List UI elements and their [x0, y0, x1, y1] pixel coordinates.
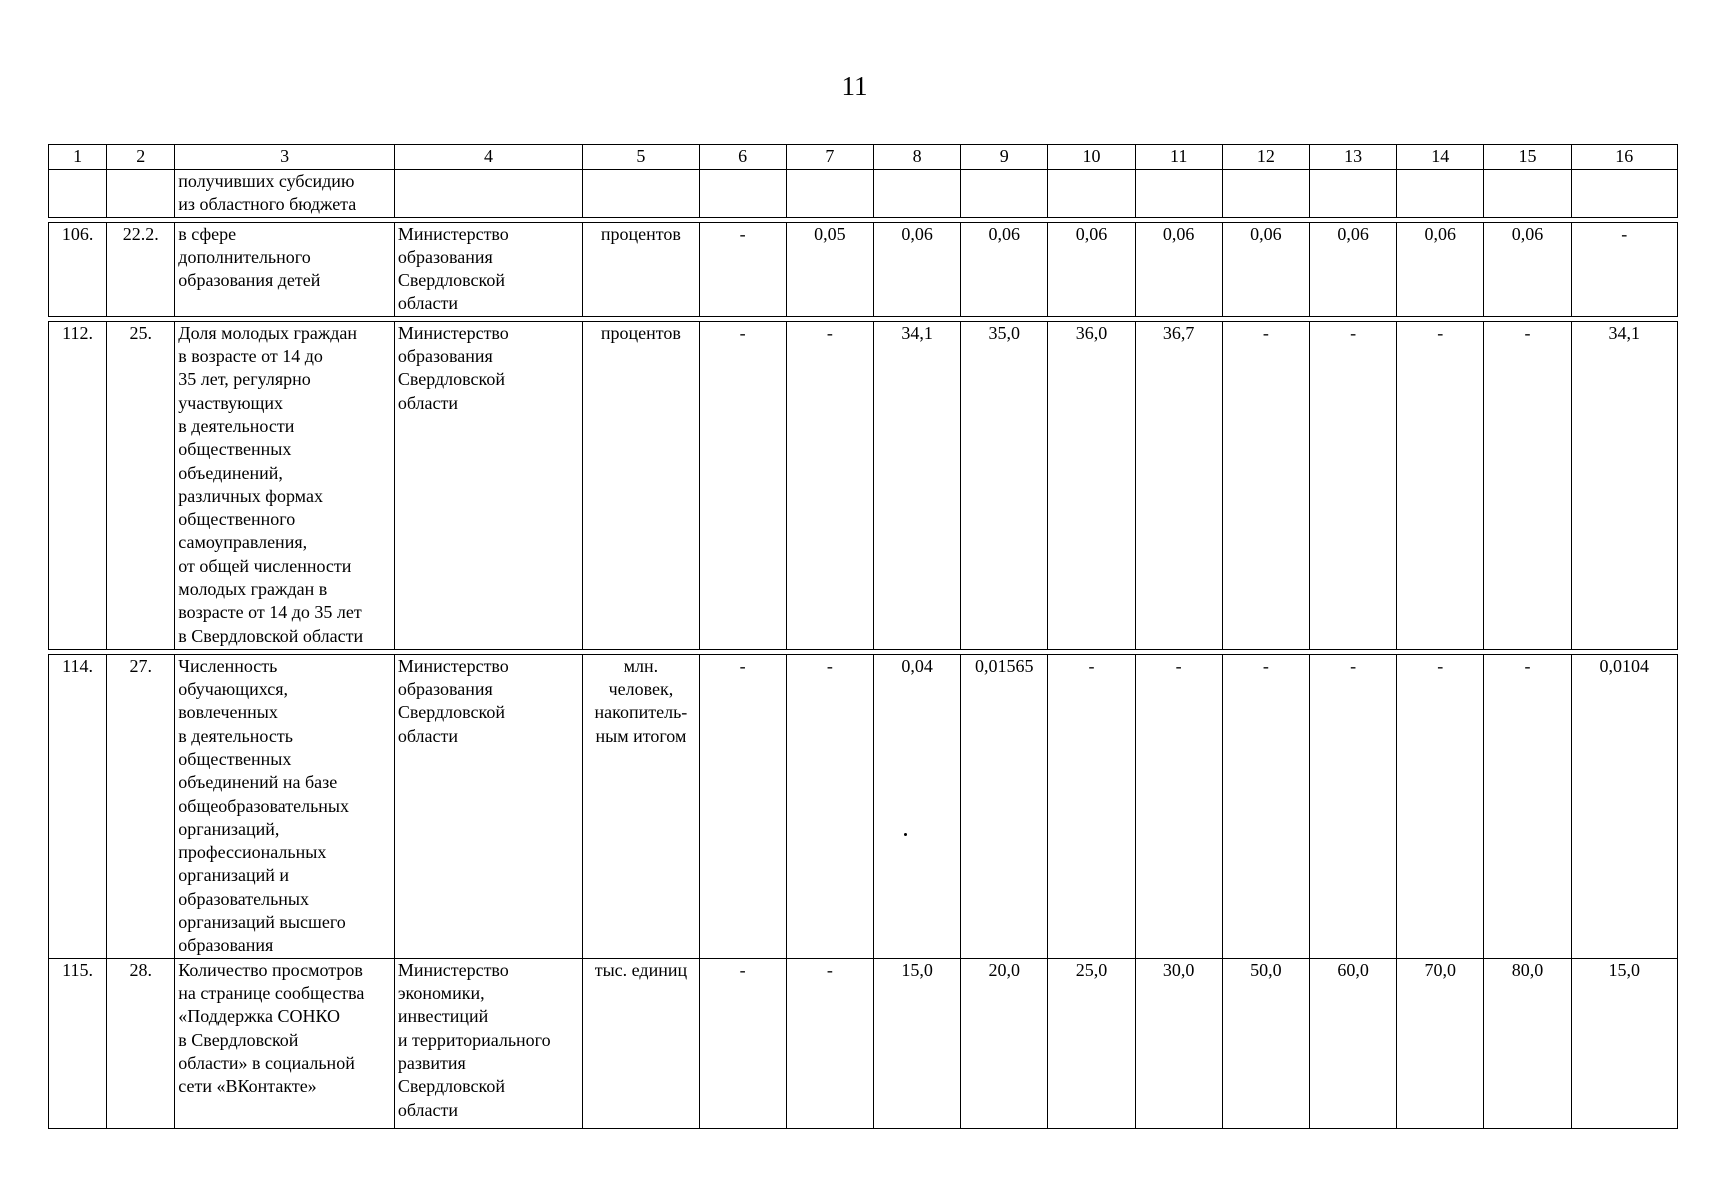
- unit-of-measure: млн. человек, накопитель- ным итогом: [583, 654, 699, 958]
- header-cell: 3: [175, 145, 395, 170]
- value-cell: 36,7: [1135, 321, 1222, 649]
- value-cell: 60,0: [1309, 958, 1396, 1128]
- value-cell: 0,04: [873, 654, 960, 958]
- value-cell: 70,0: [1397, 958, 1484, 1128]
- value-cell: -: [1397, 321, 1484, 649]
- indicator-number: 27.: [107, 654, 175, 958]
- unit-of-measure: [583, 170, 699, 218]
- header-cell: 15: [1484, 145, 1571, 170]
- value-cell: -: [1048, 654, 1135, 958]
- header-cell: 13: [1309, 145, 1396, 170]
- header-cell: 5: [583, 145, 699, 170]
- table-row: [49, 958, 1678, 1128]
- unit-of-measure: процентов: [583, 321, 699, 649]
- header-cell: 4: [394, 145, 582, 170]
- table-row: [49, 321, 1678, 649]
- row-number: 106.: [49, 222, 107, 316]
- header-cell: 10: [1048, 145, 1135, 170]
- column-number-header: [49, 145, 1678, 170]
- value-cell: -: [1309, 654, 1396, 958]
- value-cell: -: [786, 958, 873, 1128]
- responsible-body: [394, 170, 582, 218]
- value-cell: [1571, 170, 1677, 218]
- value-cell: -: [1484, 321, 1571, 649]
- indicator-name: Доля молодых граждан в возрасте от 14 до 35 лет, регулярно участвующих в деятельности общественных объединений, различных формах общественного самоуправления, от общей численности молодых граждан в возрасте от 14 до 35 лет в Свердловской области: [175, 321, 395, 649]
- indicator-number: 28.: [107, 958, 175, 1128]
- value-cell: -: [1222, 321, 1309, 649]
- value-cell: [1309, 170, 1396, 218]
- scan-speck: [904, 833, 907, 836]
- indicator-number: [107, 170, 175, 218]
- value-cell: [786, 170, 873, 218]
- row-number: 114.: [49, 654, 107, 958]
- value-cell: 50,0: [1222, 958, 1309, 1128]
- value-cell: 0,06: [1048, 222, 1135, 316]
- value-cell: 0,06: [1309, 222, 1396, 316]
- value-cell: -: [1571, 222, 1677, 316]
- unit-of-measure: процентов: [583, 222, 699, 316]
- header-cell: 16: [1571, 145, 1677, 170]
- indicator-number: 25.: [107, 321, 175, 649]
- header-cell: 9: [961, 145, 1048, 170]
- indicator-name: Численность обучающихся, вовлеченных в деятельность общественных объединений на базе общеобразовательных организаций, профессиональных организаций и образовательных организаций высшего образования: [175, 654, 395, 958]
- value-cell: [1397, 170, 1484, 218]
- row-number: 115.: [49, 958, 107, 1128]
- value-cell: [961, 170, 1048, 218]
- value-cell: 30,0: [1135, 958, 1222, 1128]
- responsible-body: Министерство экономики, инвестиций и территориального развития Свердловской области: [394, 958, 582, 1128]
- row-number: 112.: [49, 321, 107, 649]
- header-cell: 6: [699, 145, 786, 170]
- value-cell: 0,05: [786, 222, 873, 316]
- value-cell: -: [1397, 654, 1484, 958]
- header-cell: 2: [107, 145, 175, 170]
- value-cell: -: [786, 321, 873, 649]
- header-cell: 8: [873, 145, 960, 170]
- value-cell: 80,0: [1484, 958, 1571, 1128]
- value-cell: 35,0: [961, 321, 1048, 649]
- value-cell: 0,06: [1397, 222, 1484, 316]
- value-cell: -: [699, 321, 786, 649]
- value-cell: 25,0: [1048, 958, 1135, 1128]
- value-cell: 0,06: [1484, 222, 1571, 316]
- value-cell: [1222, 170, 1309, 218]
- value-cell: 0,06: [1135, 222, 1222, 316]
- indicator-name: получивших субсидию из областного бюджета: [175, 170, 395, 218]
- header-cell: 11: [1135, 145, 1222, 170]
- value-cell: 0,06: [1222, 222, 1309, 316]
- value-cell: 0,01565: [961, 654, 1048, 958]
- value-cell: -: [1309, 321, 1396, 649]
- value-cell: 34,1: [873, 321, 960, 649]
- header-cell: 1: [49, 145, 107, 170]
- value-cell: 0,06: [873, 222, 960, 316]
- value-cell: -: [699, 958, 786, 1128]
- value-cell: -: [1135, 654, 1222, 958]
- indicator-name: в сфере дополнительного образования детей: [175, 222, 395, 316]
- responsible-body: Министерство образования Свердловской области: [394, 654, 582, 958]
- header-cell: 14: [1397, 145, 1484, 170]
- value-cell: -: [1484, 654, 1571, 958]
- value-cell: -: [786, 654, 873, 958]
- value-cell: 15,0: [1571, 958, 1677, 1128]
- indicators-table: [48, 144, 1678, 1129]
- header-cell: 7: [786, 145, 873, 170]
- table-row: [49, 222, 1678, 316]
- value-cell: -: [699, 222, 786, 316]
- table-row: [49, 654, 1678, 958]
- value-cell: 34,1: [1571, 321, 1677, 649]
- indicator-name: Количество просмотров на странице сообщества «Поддержка СОНКО в Свердловской области» в социальной сети «ВКонтакте»: [175, 958, 395, 1128]
- table-row: [49, 170, 1678, 218]
- value-cell: [873, 170, 960, 218]
- responsible-body: Министерство образования Свердловской области: [394, 222, 582, 316]
- value-cell: 15,0: [873, 958, 960, 1128]
- row-number: [49, 170, 107, 218]
- value-cell: [1048, 170, 1135, 218]
- page-number: 11: [841, 71, 868, 101]
- value-cell: [699, 170, 786, 218]
- unit-of-measure: тыс. единиц: [583, 958, 699, 1128]
- indicator-number: 22.2.: [107, 222, 175, 316]
- header-cell: 12: [1222, 145, 1309, 170]
- responsible-body: Министерство образования Свердловской области: [394, 321, 582, 649]
- value-cell: -: [1222, 654, 1309, 958]
- value-cell: 36,0: [1048, 321, 1135, 649]
- value-cell: -: [699, 654, 786, 958]
- value-cell: [1135, 170, 1222, 218]
- value-cell: [1484, 170, 1571, 218]
- value-cell: 0,06: [961, 222, 1048, 316]
- value-cell: 20,0: [961, 958, 1048, 1128]
- value-cell: 0,0104: [1571, 654, 1677, 958]
